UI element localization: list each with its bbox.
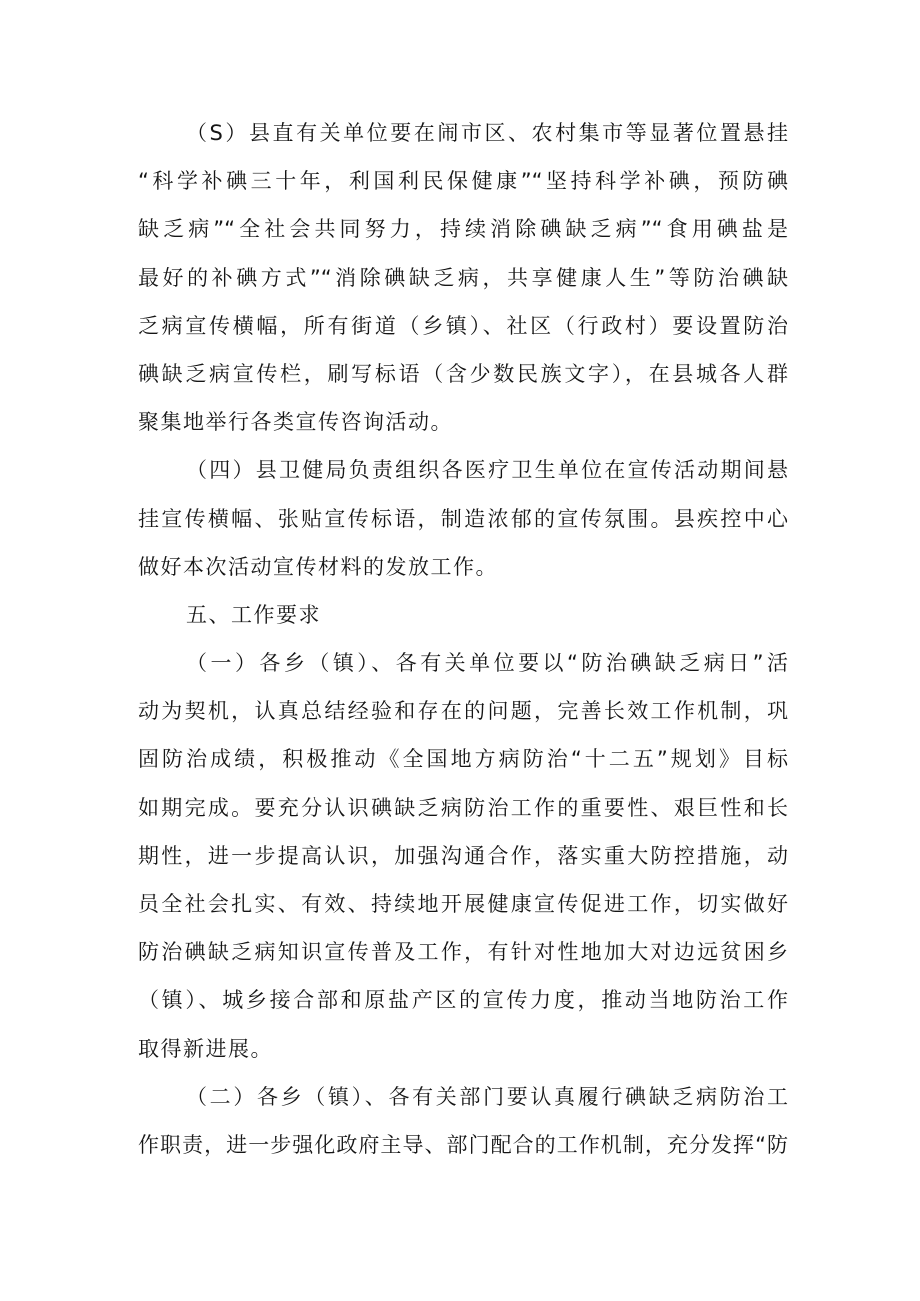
text-line: 做好本次活动宣传材料的发放工作。	[138, 554, 498, 579]
text-line: 作职责，进一步强化政府主导、部门配合的工作机制，充分发挥“防	[138, 1132, 788, 1157]
text-line: 固防治成绩，积极推动《全国地方病防治“十二五”规划》目标	[138, 747, 788, 772]
text-line: 聚集地举行各类宣传咨询活动。	[138, 410, 453, 435]
paragraph	[138, 1073, 788, 1169]
section-heading-text: 五、工作要求	[186, 602, 321, 627]
paragraph	[138, 446, 788, 591]
text-line: 最好的补碘方式”“消除碘缺乏病，共享健康人生”等防治碘缺	[138, 265, 788, 290]
text-line: 如期完成。要充分认识碘缺乏病防治工作的重要性、艰巨性和长	[138, 795, 788, 820]
text-line: 动为契机，认真总结经验和存在的问题，完善长效工作机制，巩	[138, 699, 788, 724]
text-line: （镇）、城乡接合部和原盐产区的宣传力度，推动当地防治工作	[138, 988, 788, 1013]
text-line: 防治碘缺乏病知识宣传普及工作，有针对性地加大对边远贫困乡	[138, 940, 788, 965]
text-line: （二）各乡（镇）、各有关部门要认真履行碘缺乏病防治工	[186, 1084, 788, 1109]
document-body	[138, 109, 788, 1169]
text-line: （四）县卫健局负责组织各医疗卫生单位在宣传活动期间悬	[186, 458, 788, 483]
text-line: “科学补碘三十年，利国利民保健康”“坚持科学补碘，预防碘	[138, 169, 788, 194]
text-line: 乏病宣传横幅，所有街道（乡镇）、社区（行政村）要设置防治	[138, 313, 788, 338]
text-line: 期性，进一步提高认识，加强沟通合作，落实重大防控措施，动	[138, 843, 788, 868]
section-heading	[138, 591, 788, 639]
text-line: （一）各乡（镇）、各有关单位要以“防治碘缺乏病日”活	[186, 651, 788, 676]
text-line: （S）县直有关单位要在闹市区、农村集市等显著位置悬挂	[186, 121, 788, 145]
text-line: 挂宣传横幅、张贴宣传标语，制造浓郁的宣传氛围。县疾控中心	[138, 506, 788, 531]
text-line: 员全社会扎实、有效、持续地开展健康宣传促进工作，切实做好	[138, 892, 788, 916]
text-line: 缺乏病”“全社会共同努力，持续消除碘缺乏病”“食用碘盐是	[138, 217, 788, 242]
text-line: 取得新进展。	[138, 1036, 273, 1061]
paragraph	[138, 109, 788, 446]
text-line: 碘缺乏病宣传栏，刷写标语（含少数民族文字），在县城各人群	[138, 361, 788, 386]
paragraph	[138, 639, 788, 1073]
